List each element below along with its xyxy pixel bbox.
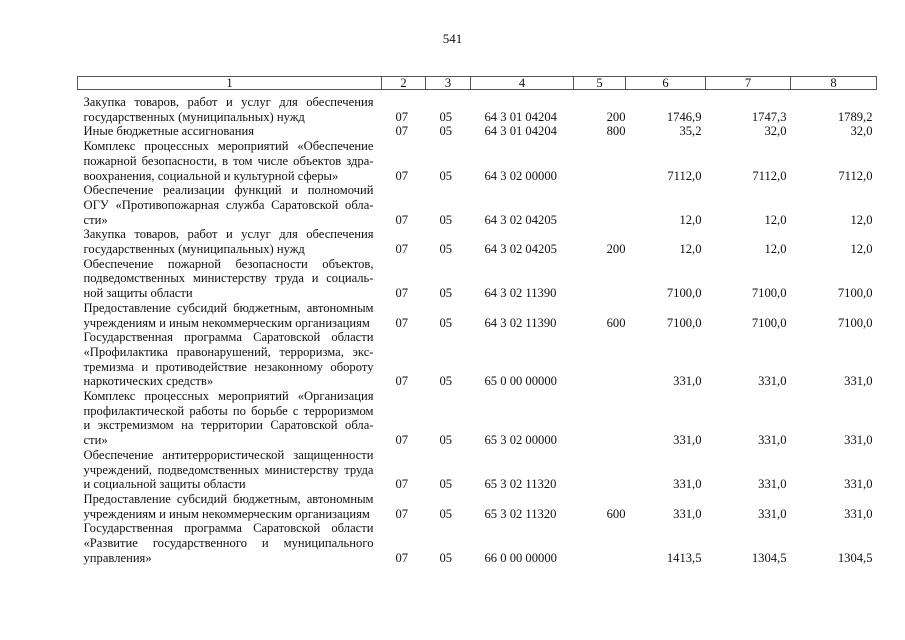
subsection-code: 05 (439, 477, 453, 492)
amount-year-2: 331,0 (758, 477, 787, 492)
section-code: 07 (395, 242, 409, 257)
budget-table (77, 76, 877, 566)
amount-year-2: 331,0 (758, 433, 787, 448)
amount-year-1: 331,0 (673, 374, 702, 389)
header-col-6: 6 (626, 77, 706, 90)
expense-type-code (574, 389, 626, 448)
header-col-8: 8 (791, 77, 877, 90)
amount-year-1: 35,2 (679, 124, 702, 139)
row-description (78, 301, 382, 330)
description-line: Предоставление субсидий бюджетным, автономным (83, 491, 374, 506)
amount-year-2: 331,0 (758, 374, 787, 389)
section-code: 07 (395, 315, 409, 330)
row-description (78, 330, 382, 389)
description-line: управления» (83, 550, 152, 565)
description-line: Обеспечение пожарной безопасности объектов, (83, 256, 374, 271)
table-row (78, 301, 877, 330)
section-code: 07 (395, 374, 409, 389)
row-description (78, 521, 382, 565)
section-code: 07 (395, 286, 409, 301)
description-line: Предоставление субсидий бюджетным, автономным (83, 300, 374, 315)
description-line: Иные бюджетные ассигнования (83, 124, 255, 139)
table-row (78, 330, 877, 389)
expense-type-code (574, 139, 626, 183)
description-line: Закупка товаров, работ и услуг для обеспечения (83, 95, 374, 109)
row-description (78, 90, 382, 125)
table-row (78, 389, 877, 448)
amount-year-1: 7100,0 (666, 286, 702, 301)
table-row (78, 124, 877, 139)
amount-year-1: 12,0 (679, 212, 702, 227)
target-article-code: 65 0 00 00000 (484, 374, 557, 389)
description-line: «Развитие государственного и муниципального (83, 536, 374, 551)
amount-year-1: 7112,0 (667, 168, 702, 183)
expense-type-code: 600 (606, 506, 626, 521)
description-line: сти» (83, 433, 108, 448)
amount-year-2: 1747,3 (751, 109, 787, 124)
header-col-5: 5 (574, 77, 626, 90)
row-description (78, 389, 382, 448)
description-line: учреждениям и иным некоммерческим организациям (83, 315, 370, 330)
description-line: подведомственных министерству труда и социаль- (83, 271, 374, 286)
row-description (78, 124, 382, 139)
description-line: тремизма и противодействие незаконному обороту (83, 359, 374, 374)
description-line: Обеспечение антитеррористической защищенности (83, 447, 374, 462)
subsection-code: 05 (439, 374, 453, 389)
row-description (78, 448, 382, 492)
expense-type-code (574, 257, 626, 301)
amount-year-1: 7100,0 (666, 315, 702, 330)
amount-year-3: 1304,5 (837, 550, 873, 565)
description-line: и социальной защиты области (83, 477, 246, 492)
table-row (78, 521, 877, 565)
subsection-code: 05 (439, 124, 453, 139)
header-col-1: 1 (78, 77, 382, 90)
section-code: 07 (395, 477, 409, 492)
subsection-code: 05 (439, 242, 453, 257)
target-article-code: 64 3 02 11390 (484, 286, 557, 301)
section-code: 07 (395, 506, 409, 521)
table-row (78, 90, 877, 125)
expense-type-code (574, 183, 626, 227)
description-line: Обеспечение реализации функций и полномочий (83, 183, 374, 198)
description-line: Закупка товаров, работ и услуг для обеспечения (83, 227, 374, 242)
expense-type-code: 600 (606, 315, 626, 330)
amount-year-3: 331,0 (844, 506, 873, 521)
table-row (78, 227, 877, 256)
amount-year-3: 32,0 (850, 124, 873, 139)
table-row (78, 257, 877, 301)
row-description (78, 257, 382, 301)
header-col-7: 7 (706, 77, 791, 90)
description-line: государственных (муниципальных) нужд (83, 242, 305, 257)
amount-year-2: 1304,5 (751, 550, 787, 565)
section-code: 07 (395, 212, 409, 227)
description-line: наркотических средств» (83, 374, 214, 389)
target-article-code: 64 3 02 04205 (484, 212, 557, 227)
description-line: учреждений, подведомственных министерству труда (83, 462, 374, 477)
description-line: ОГУ «Противопожарная служба Саратовской обла- (83, 197, 374, 212)
amount-year-2: 7100,0 (751, 315, 787, 330)
description-line: профилактической работы по борьбе с терроризмом (83, 403, 374, 418)
header-col-3: 3 (426, 77, 471, 90)
amount-year-1: 331,0 (673, 433, 702, 448)
expense-type-code (574, 521, 626, 565)
amount-year-3: 331,0 (844, 374, 873, 389)
page-number: 541 (442, 31, 463, 46)
table-body (78, 90, 877, 566)
amount-year-3: 331,0 (844, 477, 873, 492)
row-description (78, 139, 382, 183)
subsection-code: 05 (439, 433, 453, 448)
target-article-code: 64 3 01 04204 (484, 109, 557, 124)
amount-year-2: 331,0 (758, 506, 787, 521)
amount-year-2: 12,0 (764, 212, 787, 227)
subsection-code: 05 (439, 109, 453, 124)
amount-year-3: 7100,0 (837, 315, 873, 330)
amount-year-2: 32,0 (764, 124, 787, 139)
description-line: Государственная программа Саратовской области (83, 521, 374, 536)
description-line: «Профилактика правонарушений, терроризма, экс- (83, 344, 374, 359)
description-line: воохранения, социальной и культурной сферы» (83, 168, 339, 183)
target-article-code: 64 3 01 04204 (484, 124, 557, 139)
amount-year-2: 7100,0 (751, 286, 787, 301)
expense-type-code: 800 (606, 124, 626, 139)
amount-year-1: 331,0 (673, 506, 702, 521)
subsection-code: 05 (439, 286, 453, 301)
amount-year-1: 1413,5 (666, 550, 702, 565)
description-line: Комплекс процессных мероприятий «Обеспечение (83, 139, 374, 154)
section-code: 07 (395, 109, 409, 124)
subsection-code: 05 (439, 315, 453, 330)
section-code: 07 (395, 124, 409, 139)
target-article-code: 64 3 02 04205 (484, 242, 557, 257)
amount-year-3: 1789,2 (837, 109, 873, 124)
target-article-code: 64 3 02 11390 (484, 315, 557, 330)
description-line: Комплекс процессных мероприятий «Организация (83, 389, 374, 404)
subsection-code: 05 (439, 212, 453, 227)
amount-year-1: 1746,9 (666, 109, 702, 124)
table-row (78, 139, 877, 183)
subsection-code: 05 (439, 168, 453, 183)
section-code: 07 (395, 550, 409, 565)
description-line: сти» (83, 212, 108, 227)
amount-year-3: 331,0 (844, 433, 873, 448)
header-col-4: 4 (471, 77, 574, 90)
expense-type-code: 200 (606, 242, 626, 257)
amount-year-3: 12,0 (850, 212, 873, 227)
description-line: учреждениям и иным некоммерческим организациям (83, 506, 370, 521)
amount-year-3: 12,0 (850, 242, 873, 257)
section-code: 07 (395, 433, 409, 448)
table-header (78, 77, 877, 90)
target-article-code: 65 3 02 11320 (484, 506, 557, 521)
row-description (78, 227, 382, 256)
expense-type-code (574, 448, 626, 492)
section-code: 07 (395, 168, 409, 183)
target-article-code: 66 0 00 00000 (484, 550, 557, 565)
amount-year-3: 7100,0 (837, 286, 873, 301)
amount-year-3: 7112,0 (838, 168, 873, 183)
table-row (78, 448, 877, 492)
amount-year-1: 331,0 (673, 477, 702, 492)
amount-year-2: 12,0 (764, 242, 787, 257)
description-line: пожарной безопасности, в том числе объектов здра- (83, 153, 374, 168)
amount-year-2: 7112,0 (752, 168, 787, 183)
description-line: государственных (муниципальных) нужд (83, 109, 305, 124)
expense-type-code: 200 (606, 109, 626, 124)
description-line: ной защиты области (83, 286, 193, 301)
table-row (78, 492, 877, 521)
row-description (78, 183, 382, 227)
amount-year-1: 12,0 (679, 242, 702, 257)
subsection-code: 05 (439, 550, 453, 565)
row-description (78, 492, 382, 521)
expense-type-code (574, 330, 626, 389)
header-col-2: 2 (382, 77, 426, 90)
description-line: и экстремизмом на территории Саратовской обла- (83, 418, 374, 433)
subsection-code: 05 (439, 506, 453, 521)
target-article-code: 65 3 02 00000 (484, 433, 557, 448)
target-article-code: 64 3 02 00000 (484, 168, 557, 183)
description-line: Государственная программа Саратовской области (83, 330, 374, 345)
table-row (78, 183, 877, 227)
target-article-code: 65 3 02 11320 (484, 477, 557, 492)
